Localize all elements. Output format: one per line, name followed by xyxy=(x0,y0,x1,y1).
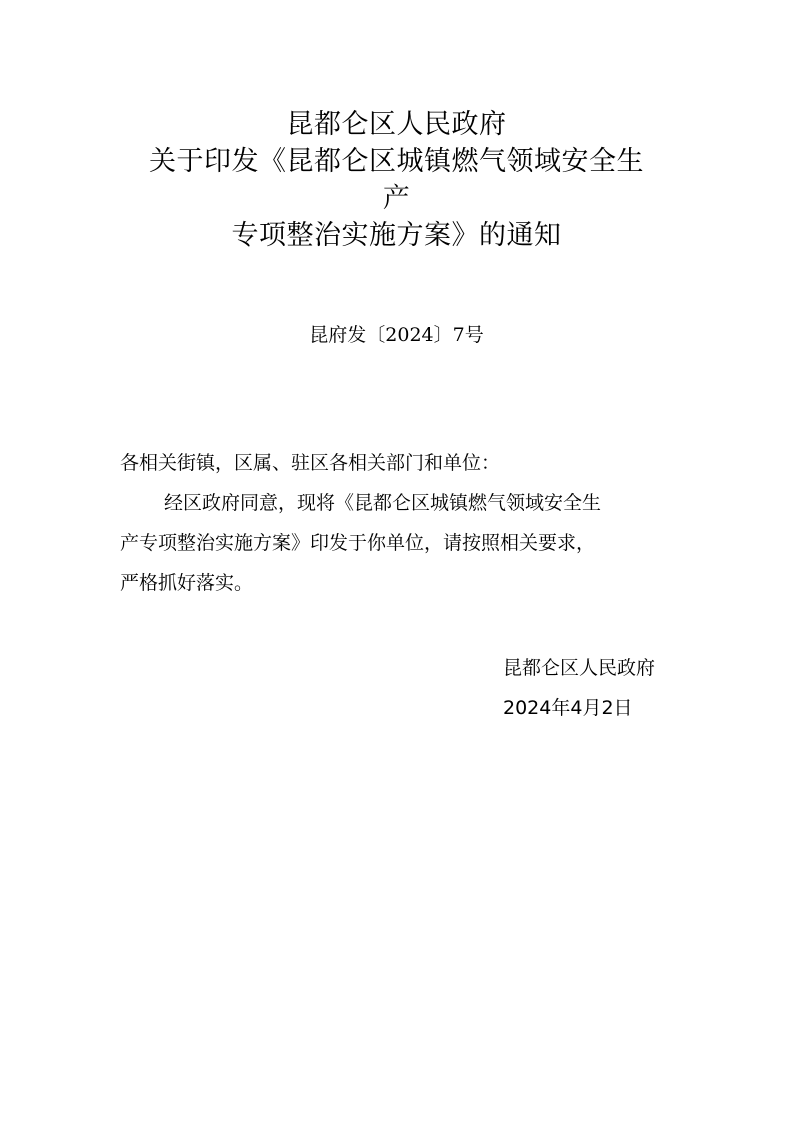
title-line-3: 产 xyxy=(382,183,411,214)
document-body xyxy=(120,443,680,603)
body-line-2: 产专项整治实施方案》印发于你单位，请按照相关要求， xyxy=(120,532,596,554)
document-title xyxy=(0,106,793,254)
salutation: 各相关街镇，区属、驻区各相关部门和单位： xyxy=(120,452,501,474)
body-line-1: 经区政府同意，现将《昆都仑区城镇燃气领域安全生 xyxy=(164,492,602,514)
title-line-4: 专项整治实施方案》的通知 xyxy=(231,220,562,251)
signature-block xyxy=(503,648,703,728)
body-line-3: 严格抓好落实。 xyxy=(120,572,254,594)
title-line-1: 昆都仑区人民政府 xyxy=(286,109,507,140)
document-number: 昆府发〔2024〕7号 xyxy=(309,324,484,346)
signature-organization: 昆都仑区人民政府 xyxy=(503,657,656,679)
signature-date: 2024年4月2日 xyxy=(503,697,633,719)
title-line-2: 关于印发《昆都仑区城镇燃气领域安全生 xyxy=(149,146,644,177)
